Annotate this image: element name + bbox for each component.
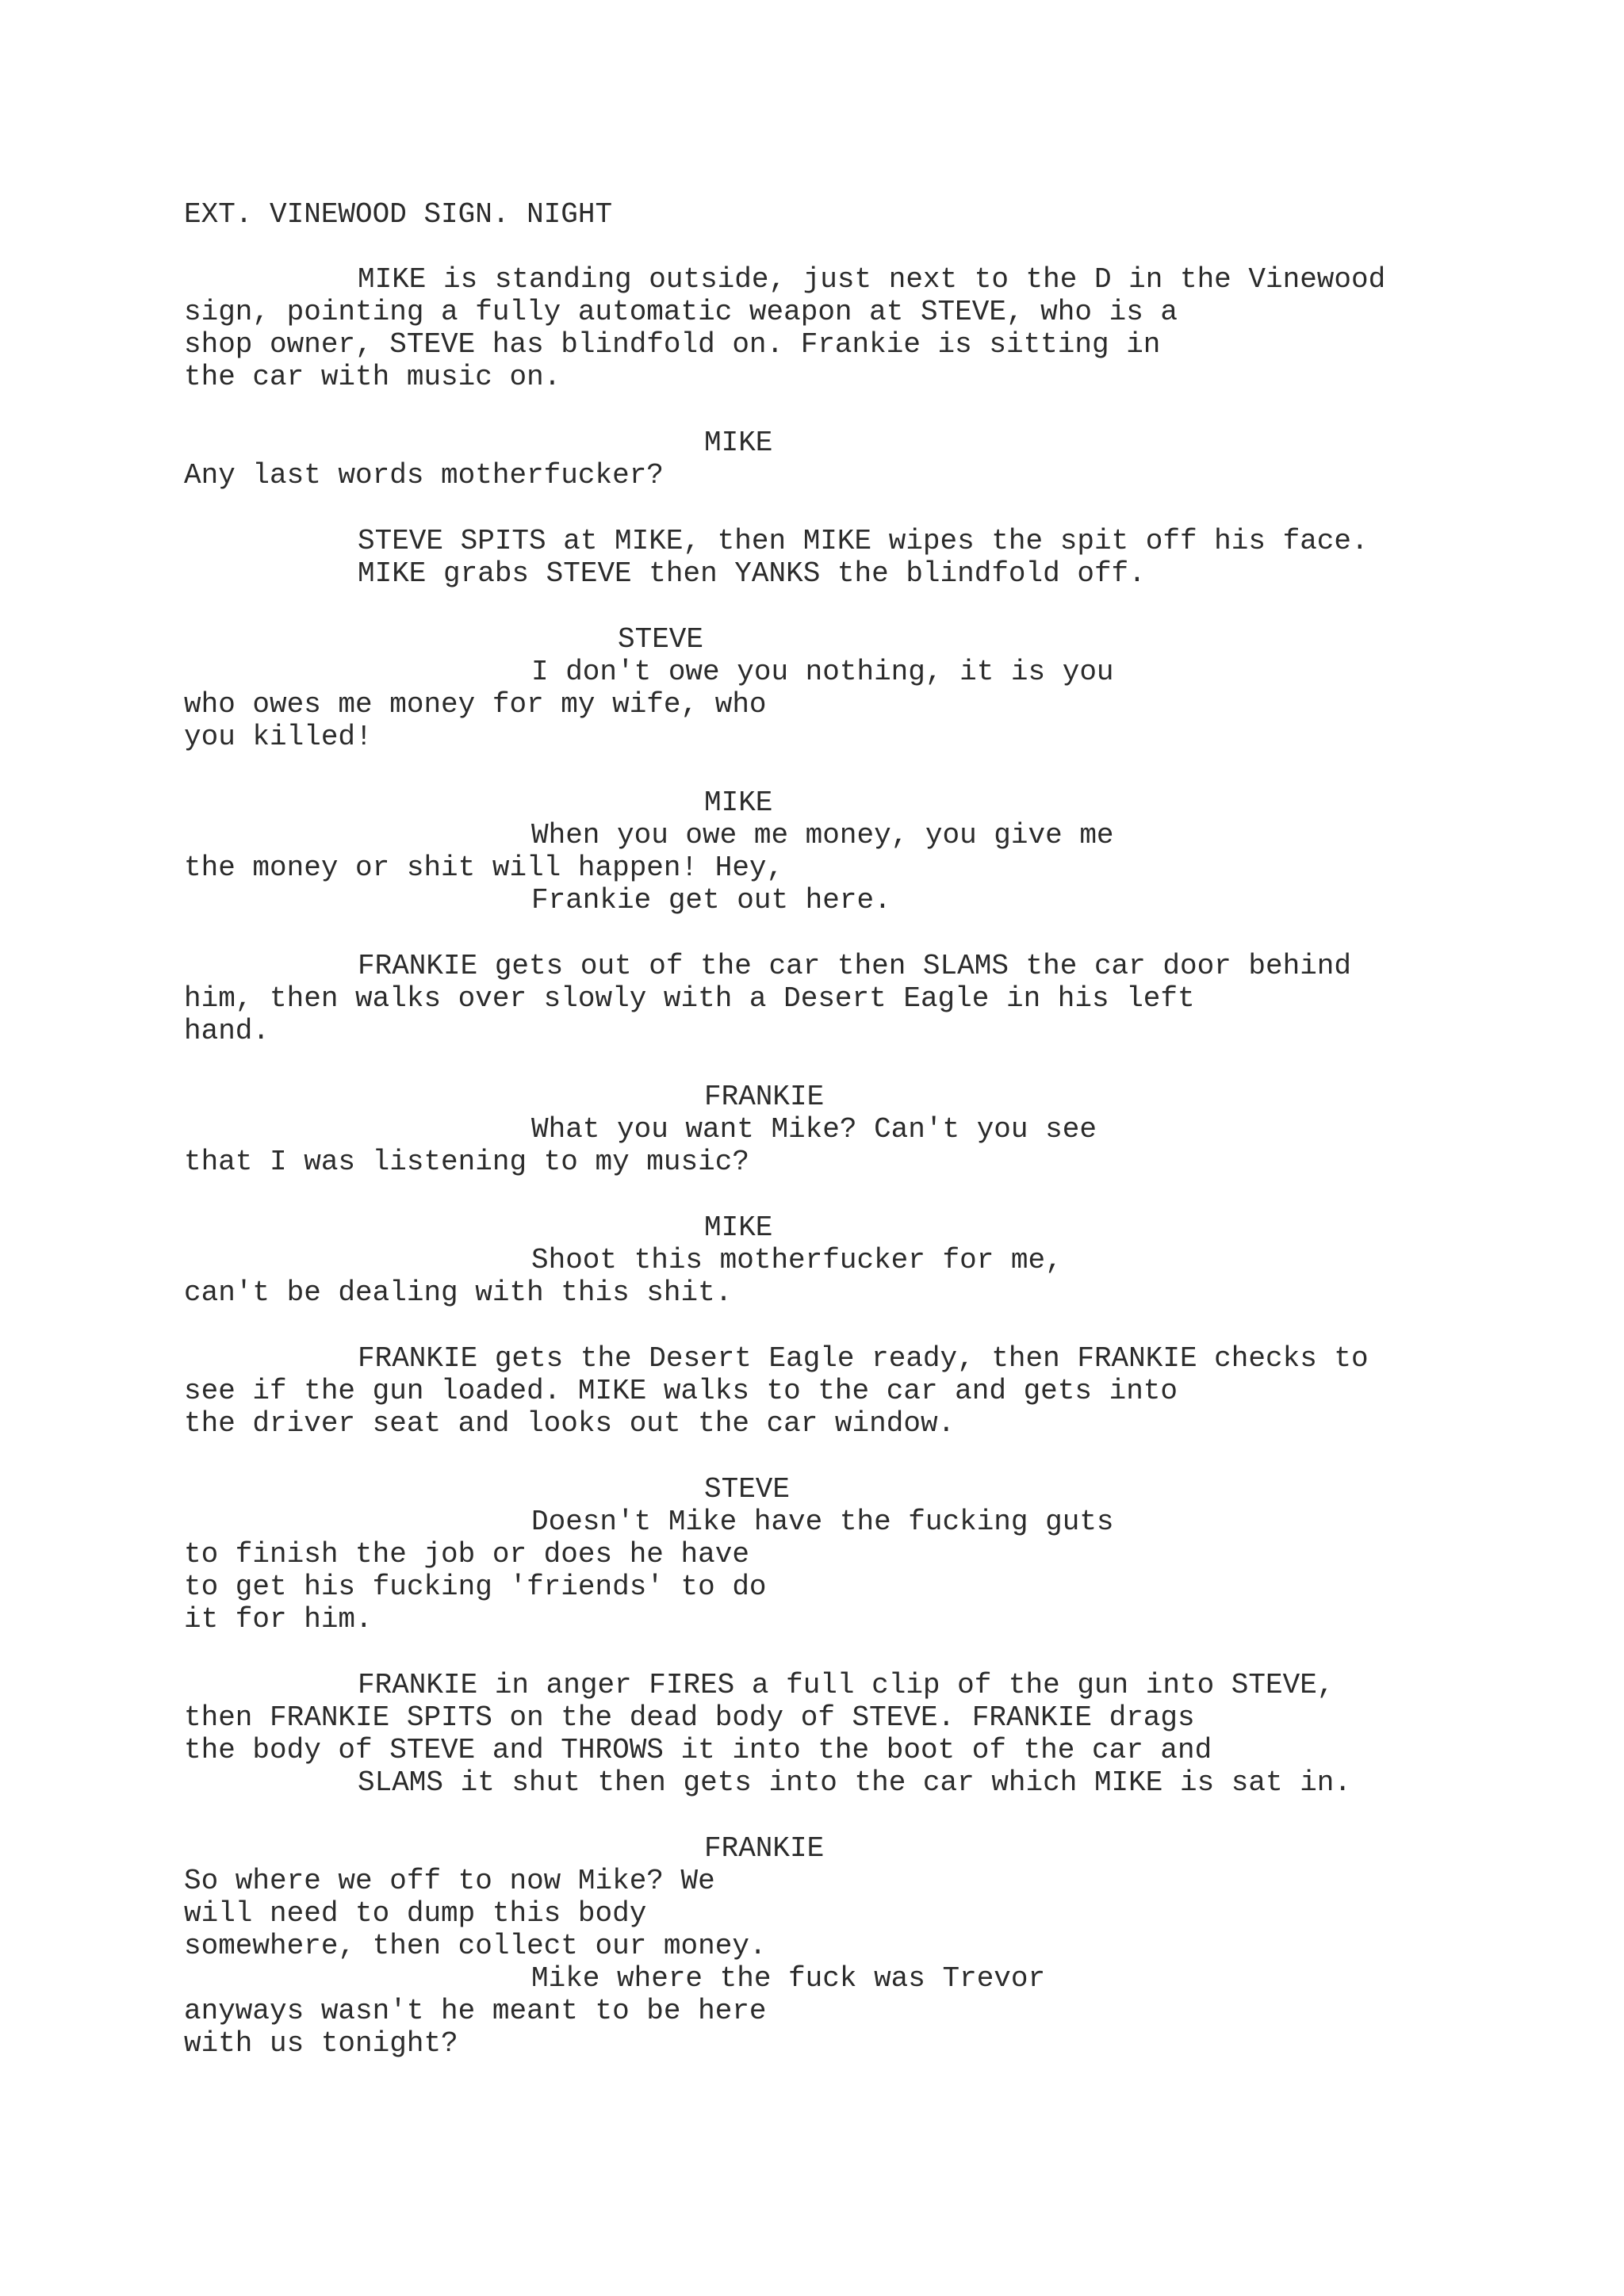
action-line: shop owner, STEVE has blindfold on. Frankie is sitting in bbox=[184, 328, 1161, 361]
character-name: STEVE bbox=[618, 623, 704, 656]
dialogue-line: you killed! bbox=[184, 721, 373, 753]
dialogue-line: Frankie get out here. bbox=[531, 884, 891, 916]
action-line: him, then walks over slowly with a Desert Eagle in his left bbox=[184, 982, 1195, 1015]
dialogue-line: Shoot this motherfucker for me, bbox=[531, 1244, 1063, 1276]
dialogue-line: to get his fucking 'friends' to do bbox=[184, 1571, 767, 1603]
action-line: the body of STEVE and THROWS it into the boot of the car and bbox=[184, 1734, 1212, 1766]
action-line: FRANKIE gets out of the car then SLAMS the car door behind bbox=[358, 950, 1352, 982]
dialogue-line: will need to dump this body bbox=[184, 1897, 647, 1930]
character-name: STEVE bbox=[704, 1473, 791, 1506]
action-line: SLAMS it shut then gets into the car which MIKE is sat in. bbox=[358, 1766, 1352, 1799]
dialogue-line: somewhere, then collect our money. bbox=[184, 1930, 767, 1962]
dialogue-line: who owes me money for my wife, who bbox=[184, 688, 767, 721]
action-line: then FRANKIE SPITS on the dead body of STEVE. FRANKIE drags bbox=[184, 1701, 1195, 1734]
dialogue-line: the money or shit will happen! Hey, bbox=[184, 851, 784, 884]
dialogue-line: can't be dealing with this shit. bbox=[184, 1276, 733, 1309]
dialogue-line: So where we off to now Mike? We bbox=[184, 1865, 715, 1897]
action-line: the car with music on. bbox=[184, 361, 561, 393]
dialogue-line: Any last words motherfucker? bbox=[184, 459, 664, 492]
character-name: FRANKIE bbox=[704, 1081, 825, 1113]
action-line: sign, pointing a fully automatic weapon at STEVE, who is a bbox=[184, 296, 1178, 328]
dialogue-line: it for him. bbox=[184, 1603, 373, 1636]
action-line: see if the gun loaded. MIKE walks to the car and gets into bbox=[184, 1375, 1178, 1407]
dialogue-line: I don't owe you nothing, it is you bbox=[531, 656, 1114, 688]
dialogue-line: anyways wasn't he meant to be here bbox=[184, 1995, 767, 2027]
action-line: STEVE SPITS at MIKE, then MIKE wipes the spit off his face. bbox=[358, 525, 1369, 557]
scene-heading: EXT. VINEWOOD SIGN. NIGHT bbox=[184, 198, 613, 231]
character-name: MIKE bbox=[704, 427, 773, 459]
dialogue-line: What you want Mike? Can't you see bbox=[531, 1113, 1097, 1146]
dialogue-line: to finish the job or does he have bbox=[184, 1538, 749, 1571]
character-name: MIKE bbox=[704, 1211, 773, 1244]
action-line: MIKE is standing outside, just next to the D in the Vinewood bbox=[358, 263, 1386, 296]
character-name: FRANKIE bbox=[704, 1832, 825, 1865]
action-line: the driver seat and looks out the car window. bbox=[184, 1407, 956, 1440]
dialogue-line: When you owe me money, you give me bbox=[531, 819, 1114, 851]
action-line: hand. bbox=[184, 1015, 270, 1047]
dialogue-line: that I was listening to my music? bbox=[184, 1146, 749, 1178]
action-line: FRANKIE in anger FIRES a full clip of the gun into STEVE, bbox=[358, 1669, 1335, 1701]
dialogue-line: with us tonight? bbox=[184, 2027, 458, 2060]
action-line: FRANKIE gets the Desert Eagle ready, then FRANKIE checks to bbox=[358, 1342, 1369, 1375]
character-name: MIKE bbox=[704, 786, 773, 819]
action-line: MIKE grabs STEVE then YANKS the blindfold off. bbox=[358, 557, 1146, 590]
dialogue-line: Mike where the fuck was Trevor bbox=[531, 1962, 1046, 1995]
dialogue-line: Doesn't Mike have the fucking guts bbox=[531, 1506, 1114, 1538]
